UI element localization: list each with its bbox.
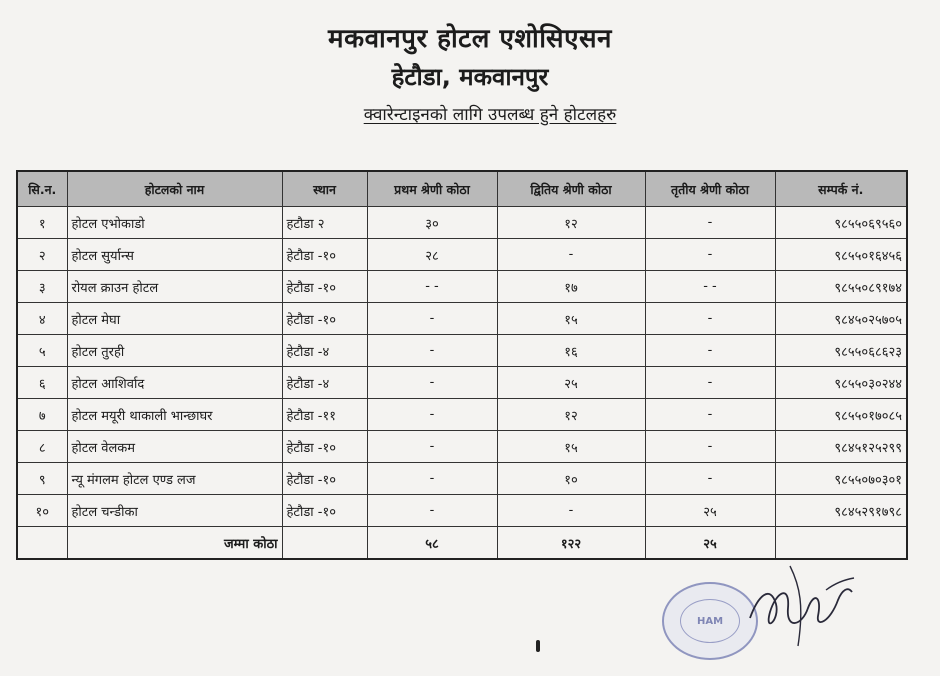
cell-first-class: ३०: [367, 207, 497, 239]
cell-third-class: - -: [645, 271, 775, 303]
col-header-name: होटलको नाम: [67, 171, 282, 207]
cell-contact: ९८५५०६९५६०: [775, 207, 907, 239]
cell-contact: ९८४५१२५२९९: [775, 431, 907, 463]
cell-second-class: १५: [497, 431, 645, 463]
col-header-contact: सम्पर्क नं.: [775, 171, 907, 207]
cell-place: हेटौडा -१०: [282, 431, 367, 463]
cell-place: हेटौडा -४: [282, 335, 367, 367]
total-second-class: १२२: [497, 527, 645, 560]
association-title: मकवानपुर होटल एशोसिएसन: [328, 24, 612, 54]
cell-sn: ७: [17, 399, 67, 431]
cell-place: हेटौडा -१०: [282, 463, 367, 495]
cell-contact: ९८५५०१६४५६: [775, 239, 907, 271]
cell-place: हेटौडा -१०: [282, 303, 367, 335]
cell-place: हेटौडा -४: [282, 367, 367, 399]
table-row: [17, 463, 907, 495]
location-subtitle: हेटौडा, मकवानपुर: [391, 63, 549, 91]
cell-sn: ९: [17, 463, 67, 495]
cell-third-class: -: [645, 207, 775, 239]
cell-place: हेटौडा -११: [282, 399, 367, 431]
cell-hotel-name: होटल सुर्यान्स: [67, 239, 282, 271]
total-row: [17, 527, 907, 560]
col-header-third-class: तृतीय श्रेणी कोठा: [645, 171, 775, 207]
hotel-table: [16, 170, 908, 560]
cell-total-blank: [17, 527, 67, 560]
cell-contact: ९८५५०३०२४४: [775, 367, 907, 399]
cell-place: हेटौडा -१०: [282, 239, 367, 271]
document-header: [0, 22, 940, 126]
cell-first-class: - -: [367, 271, 497, 303]
total-first-class: ५८: [367, 527, 497, 560]
cell-second-class: १५: [497, 303, 645, 335]
total-label: जम्मा कोठा: [67, 527, 282, 560]
cell-total-blank: [282, 527, 367, 560]
table-row: [17, 239, 907, 271]
cell-second-class: १०: [497, 463, 645, 495]
table-row: [17, 431, 907, 463]
table-row: [17, 207, 907, 239]
cell-sn: ८: [17, 431, 67, 463]
cell-contact: ९८४५२९१७९८: [775, 495, 907, 527]
cell-hotel-name: होटल मयूरी थाकाली भान्छाघर: [67, 399, 282, 431]
cell-contact: ९८५५०८९१७४: [775, 271, 907, 303]
cell-contact: ९८५५०६८६२३: [775, 335, 907, 367]
cell-hotel-name: रोयल क्राउन होटल: [67, 271, 282, 303]
table-row: [17, 367, 907, 399]
cell-first-class: -: [367, 367, 497, 399]
cell-contact: ९८५५०७०३०१: [775, 463, 907, 495]
cell-place: हेटौडा -१०: [282, 271, 367, 303]
cell-third-class: -: [645, 463, 775, 495]
cell-sn: १०: [17, 495, 67, 527]
stamp-text: HAM: [696, 615, 724, 627]
cell-first-class: -: [367, 431, 497, 463]
cell-second-class: १२: [497, 207, 645, 239]
table-row: [17, 399, 907, 431]
cell-sn: ५: [17, 335, 67, 367]
col-header-first-class: प्रथम श्रेणी कोठा: [367, 171, 497, 207]
col-header-place: स्थान: [282, 171, 367, 207]
cell-second-class: १६: [497, 335, 645, 367]
cell-third-class: -: [645, 335, 775, 367]
cell-hotel-name: होटल वेलकम: [67, 431, 282, 463]
cell-third-class: २५: [645, 495, 775, 527]
cell-second-class: २५: [497, 367, 645, 399]
cell-contact: ९८५५०१७०८५: [775, 399, 907, 431]
cell-third-class: -: [645, 431, 775, 463]
ink-mark: [536, 640, 540, 652]
cell-sn: ४: [17, 303, 67, 335]
cell-contact: ९८४५०२५७०५: [775, 303, 907, 335]
col-header-second-class: द्वितिय श्रेणी कोठा: [497, 171, 645, 207]
cell-third-class: -: [645, 399, 775, 431]
cell-sn: १: [17, 207, 67, 239]
cell-hotel-name: होटल चन्डीका: [67, 495, 282, 527]
cell-third-class: -: [645, 303, 775, 335]
table-row: [17, 335, 907, 367]
cell-hotel-name: होटल एभोकाडो: [67, 207, 282, 239]
signature-stroke: [826, 578, 854, 590]
cell-third-class: -: [645, 367, 775, 399]
table-row: [17, 303, 907, 335]
cell-hotel-name: होटल मेघा: [67, 303, 282, 335]
cell-second-class: १७: [497, 271, 645, 303]
col-header-sn: सि.न.: [17, 171, 67, 207]
list-caption: क्वारेन्टाइनको लागि उपलब्ध हुने होटलहरु: [363, 105, 617, 125]
cell-first-class: -: [367, 399, 497, 431]
cell-first-class: -: [367, 463, 497, 495]
cell-sn: ३: [17, 271, 67, 303]
handwritten-signature: [730, 556, 880, 656]
cell-first-class: -: [367, 495, 497, 527]
cell-sn: ६: [17, 367, 67, 399]
cell-first-class: -: [367, 335, 497, 367]
cell-place: हटौडा २: [282, 207, 367, 239]
cell-hotel-name: होटल तुरही: [67, 335, 282, 367]
cell-third-class: -: [645, 239, 775, 271]
cell-hotel-name: होटल आशिर्वाद: [67, 367, 282, 399]
cell-first-class: -: [367, 303, 497, 335]
table-row: [17, 495, 907, 527]
cell-hotel-name: न्यू मंगलम होटल एण्ड लज: [67, 463, 282, 495]
cell-sn: २: [17, 239, 67, 271]
cell-second-class: -: [497, 239, 645, 271]
table-header-row: [17, 171, 907, 207]
signature-stroke: [790, 566, 801, 646]
cell-first-class: २८: [367, 239, 497, 271]
table-row: [17, 271, 907, 303]
cell-second-class: -: [497, 495, 645, 527]
cell-second-class: १२: [497, 399, 645, 431]
cell-place: हेटौडा -१०: [282, 495, 367, 527]
cell-total-blank: [775, 527, 907, 560]
total-third-class: २५: [645, 527, 775, 560]
